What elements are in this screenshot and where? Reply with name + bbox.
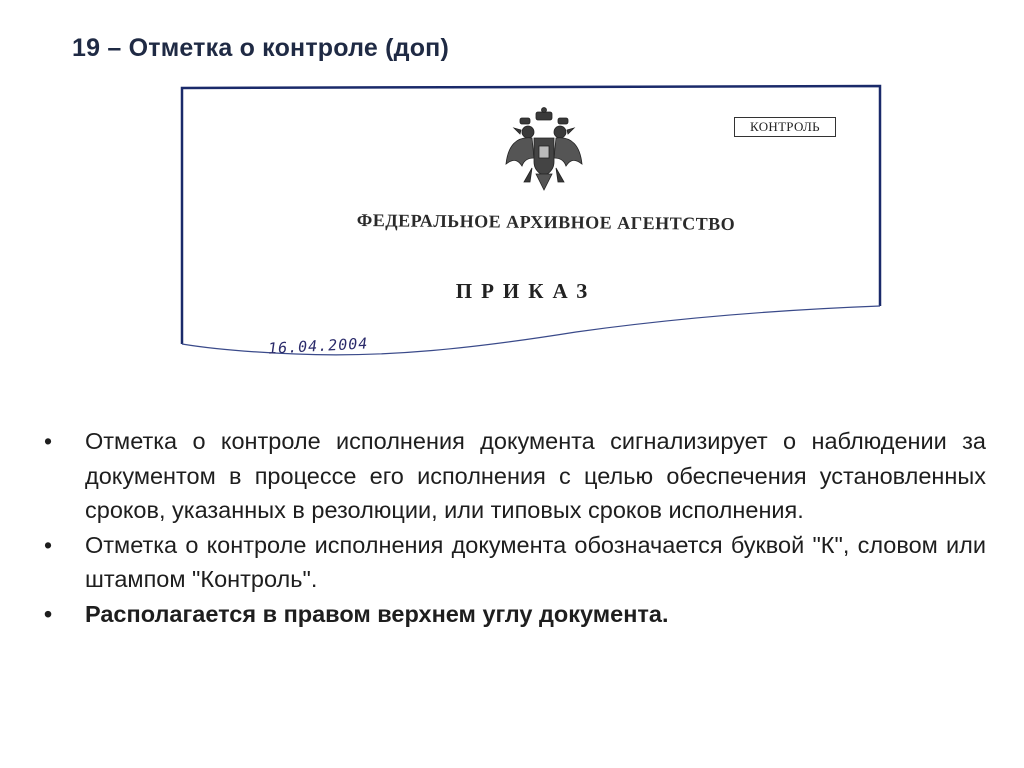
bullet-text: Отметка о контроле исполнения документа сигнализирует о наблюдении за документом в процессе его исполнения с целью обеспечения установленных сроков, указанных в резолюции, или типовых сроков исполнения.	[85, 428, 986, 523]
document-sample-image	[176, 82, 886, 364]
bullet-text: Располагается в правом верхнем углу документа.	[85, 600, 669, 627]
control-stamp: КОНТРОЛЬ	[734, 117, 836, 137]
bullet-marker: •	[44, 428, 53, 454]
bullet-list	[44, 424, 986, 631]
slide-title: 19 – Отметка о контроле (доп)	[72, 34, 449, 62]
bullet-item-emphasis	[44, 597, 986, 632]
bullet-item	[44, 424, 986, 528]
document-type: ПРИКАЗ	[455, 279, 597, 303]
handwritten-date: 16.04.2004	[267, 334, 369, 358]
bullet-marker: •	[44, 600, 53, 627]
bullet-marker: •	[44, 531, 53, 558]
agency-name: ФЕДЕРАЛЬНОЕ АРХИВНОЕ АГЕНТСТВО	[356, 210, 736, 234]
bullet-text: Отметка о контроле исполнения документа обозначается буквой "К", словом или штампом "Контроль".	[85, 531, 986, 592]
bullet-item	[44, 528, 986, 597]
